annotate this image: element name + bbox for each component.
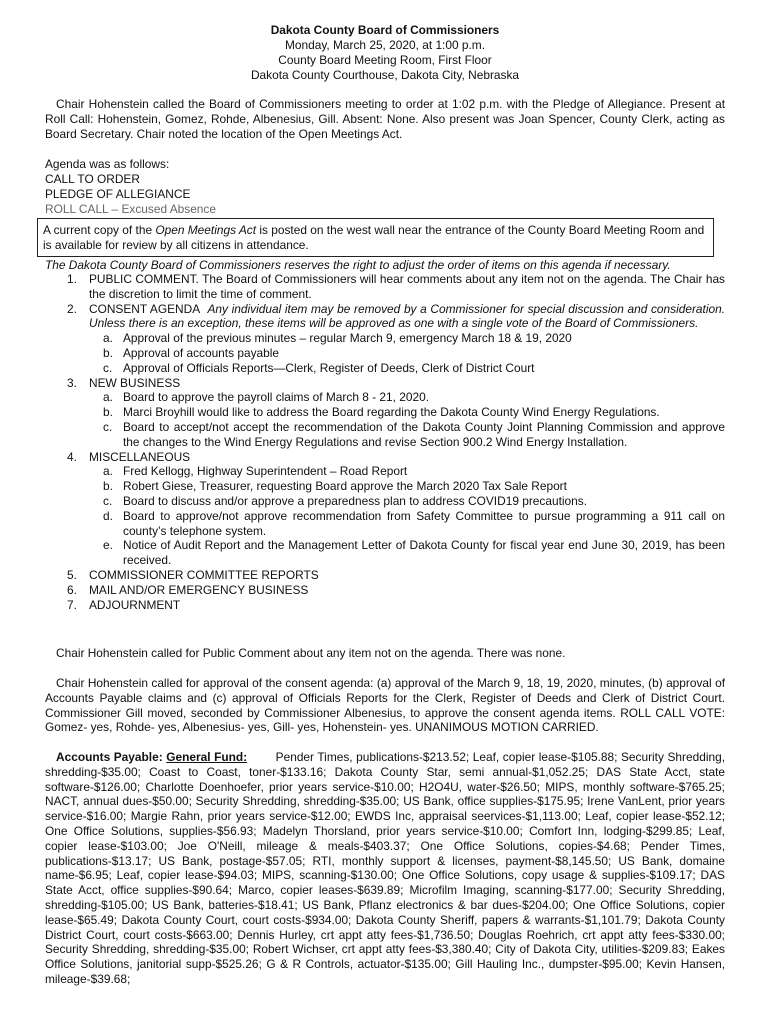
open-meetings-notice-box	[37, 218, 714, 257]
item-number: 1.	[67, 272, 77, 286]
sub-item-letter: d.	[103, 508, 113, 523]
general-fund-label: General Fund:	[166, 750, 248, 764]
sub-item-letter: c.	[103, 360, 113, 375]
opening-paragraph: Chair Hohenstein called the Board of Commissioners meeting to order at 1:02 p.m. with the Pledge of Allegiance. Present at Roll Call: Hohenstein, Gomez, Rohde, Albenesius, Gill. Absent: None. Also present was Joan Spencer, County Clerk, acting as Board Secretary. Chair noted the location of the Open Meetings Act.	[45, 97, 725, 141]
accounts-payable-text: Pender Times, publications-$213.52; Leaf, copier lease-$105.88; Security Shredding, shredding-$35.00; Coast to Coast, toner-$133.16; Dakota County Star, semi annual-$1,052.25; DAS State Acct, state software-$126.00; Charlotte Doenhoefer, prior years service-$10.00; H2O4U, water-$26.50; MIPS, monthly software-$765.25; NACT, annual dues-$50.00; Security Shredding, shredding-$35.00; US Bank, office supplies-$175.95; Irene VanLent, prior years service-$16.00; Margie Rahn, prior years service-$12.00; EWDS Inc, appraisal seervices-$1,113.00; Leaf, copier lease-$52.12; One Office Solutions, supplies-$56.93; Madelyn Thorsland, prior years service-$10.00; Comfort Inn, lodging-$299.85; Leaf, copier lease-$103.00; Joe O'Neill, mileage & meals-$403.37; One Office Solutions, copies-$4.68; Pender Times, publications-$13.17; US Bank, postage-$57.05; RTI, monthly support & licenses, payment-$8,145.50; US Bank, domaine name-$6.95; Leaf, copier lease-$94.03; MIPS, scanning-$130.00; One Office Solutions, copy usage & supplies-$109.17; DAS State Acct, office supplies-$90.64; Marco, copier leases-$639.89; Microfilm Imaging, scanning-$177.00; Security Shredding, shredding-$105.00; US Bank, batteries-$18.41; US Bank, Pflanz electronics & bar dues-$204.00; One Office Solutions, copier lease-$65.49; Dakota County Court, court costs-$934.00; Dakota County Sheriff, papers & warrants-$1,101.79; Dakota County District Court, court costs-$663.00; Dennis Hurley, crt appt atty fees-$1,736.50; Douglas Roehrich, crt appt atty fees-$330.00; Security Shredding, shredding-$35.00; Robert Wichser, crt appt atty fees-$3,380.40; City of Dakota City, utilities-$209.83; Eakes Office Solutions, janitorial supp-$525.26; G & R Controls, actuator-$135.00; Gill Hauling Inc., dumpster-$95.00; Kevin Hansen, mileage-$39.68;	[45, 750, 725, 986]
sub-item	[89, 479, 725, 494]
item-number: 3.	[67, 375, 77, 390]
item-title: COMMISSIONER COMMITTEE REPORTS	[89, 567, 319, 582]
sub-item	[89, 361, 725, 376]
sub-item	[89, 420, 725, 450]
public-comment-paragraph: Chair Hohenstein called for Public Comment about any item not on the agenda. There was none.	[56, 646, 566, 660]
item-title: ADJOURNMENT	[89, 597, 181, 612]
sub-item-letter: b.	[103, 479, 113, 494]
item-number: 2.	[67, 301, 77, 316]
sub-item-text: Approval of the previous minutes – regular March 9, emergency March 18 & 19, 2020	[123, 331, 572, 346]
agenda-items-list	[45, 272, 725, 612]
sub-item	[89, 464, 725, 479]
item-title: MISCELLANEOUS	[89, 449, 191, 464]
agenda-item-2	[45, 302, 725, 376]
item-title: PUBLIC COMMENT.	[89, 272, 199, 286]
meeting-date: Monday, March 25, 2020, at 1:00 p.m.	[284, 38, 486, 52]
consent-sub-list	[89, 331, 725, 375]
accounts-payable-paragraph	[45, 750, 725, 987]
agenda-item-4	[45, 450, 725, 568]
item-number: 4.	[67, 449, 77, 464]
agenda-call-to-order: CALL TO ORDER	[45, 172, 140, 186]
reserve-note: The Dakota County Board of Commissioners reserves the right to adjust the order of items on this agenda if necessary.	[45, 258, 671, 272]
sub-item-letter: e.	[103, 538, 113, 553]
new-business-sub-list	[89, 390, 725, 449]
sub-item	[89, 509, 725, 539]
sub-item-text: Board to accept/not accept the recommendation of the Dakota County Joint Planning Commission and approve the changes to the Wind Energy Regulations and revise Section 900.2 Wind Energy Installation.	[123, 419, 725, 449]
sub-item-letter: c.	[103, 419, 113, 434]
sub-item-text: Board to discuss and/or approve a preparedness plan to address COVID19 precautions.	[123, 493, 588, 508]
sub-item-text: Approval of accounts payable	[123, 345, 280, 360]
sub-item-text: Robert Giese, Treasurer, requesting Board approve the March 2020 Tax Sale Report	[123, 479, 567, 494]
agenda-roll-call: ROLL CALL – Excused Absence	[45, 202, 216, 216]
item-title: NEW BUSINESS	[89, 375, 181, 390]
meeting-address: Dakota County Courthouse, Dakota City, Nebraska	[250, 68, 520, 82]
item-title: CONSENT AGENDA	[89, 301, 201, 316]
item-number: 7.	[67, 597, 77, 612]
agenda-item-1	[45, 272, 725, 302]
miscellaneous-sub-list	[89, 464, 725, 568]
sub-item	[89, 331, 725, 346]
item-number: 5.	[67, 567, 77, 582]
sub-item	[89, 494, 725, 509]
sub-item-text: Notice of Audit Report and the Management Letter of Dakota County for fiscal year end June 30, 2019, has been received.	[123, 538, 725, 568]
item-number: 6.	[67, 582, 77, 597]
sub-item-letter: a.	[103, 390, 113, 405]
notice-text-before: A current copy of the	[43, 223, 156, 237]
sub-item-letter: b.	[103, 345, 113, 360]
sub-item-text: Fred Kellogg, Highway Superintendent – Road Report	[123, 464, 408, 479]
agenda-item-7	[45, 598, 725, 613]
accounts-payable-label: Accounts Payable:	[56, 750, 163, 764]
sub-item	[89, 405, 725, 420]
item-title: MAIL AND/OR EMERGENCY BUSINESS	[89, 582, 309, 597]
agenda-item-6	[45, 583, 725, 598]
sub-item-letter: a.	[103, 464, 113, 479]
item-text: The Board of Commissioners will hear comments about any item not on the agenda. The Chair has the discretion to limit the time of comment.	[89, 272, 726, 301]
sub-item-letter: c.	[103, 493, 113, 508]
notice-text-after: is posted on the west wall near the entrance of the County Board Meeting Room and is available for review by all citizens in attendance.	[43, 223, 705, 252]
sub-item	[89, 346, 725, 361]
sub-item	[89, 390, 725, 405]
document-header	[0, 23, 770, 83]
agenda-pledge: PLEDGE OF ALLEGIANCE	[45, 187, 191, 201]
meeting-room: County Board Meeting Room, First Floor	[278, 53, 492, 67]
agenda-item-3	[45, 376, 725, 450]
agenda-heading: Agenda was as follows:	[45, 157, 170, 171]
sub-item	[89, 538, 725, 568]
notice-act-name: Open Meetings Act	[155, 223, 257, 237]
agenda-item-5	[45, 568, 725, 583]
consent-agenda-paragraph: Chair Hohenstein called for approval of the consent agenda: (a) approval of the March 9, 18, 19, 2020, minutes, (b) approval of Accounts Payable claims and (c) approval of Officials Reports for the Clerk, Register of Deeds and Clerk of District Court. Commissioner Gill moved, seconded by Commissioner Albenesius, to approve the consent agenda items. ROLL CALL VOTE: Gomez- yes, Rohde- yes, Albenesius- yes, Gill- yes, Hohenstein- yes. UNANIMOUS MOTION CARRIED.	[45, 676, 725, 735]
item-note: Any individual item may be removed by a Commissioner for special discussion and consideration. Unless there is an exception, these items will be approved as one with a single vote of the Board of Commissioners.	[89, 301, 726, 331]
sub-item-text: Approval of Officials Reports—Clerk, Register of Deeds, Clerk of District Court	[123, 360, 535, 375]
sub-item-text: Board to approve/not approve recommendation from Safety Committee to pursue programming a 911 call on county’s telephone system.	[123, 508, 725, 538]
board-title: Dakota County Board of Commissioners	[270, 23, 500, 37]
sub-item-letter: a.	[103, 331, 113, 346]
sub-item-text: Board to approve the payroll claims of March 8 - 21, 2020.	[123, 390, 430, 405]
sub-item-text: Marci Broyhill would like to address the Board regarding the Dakota County Wind Energy Regulations.	[123, 405, 660, 420]
sub-item-letter: b.	[103, 405, 113, 420]
agenda-intro	[45, 157, 725, 217]
